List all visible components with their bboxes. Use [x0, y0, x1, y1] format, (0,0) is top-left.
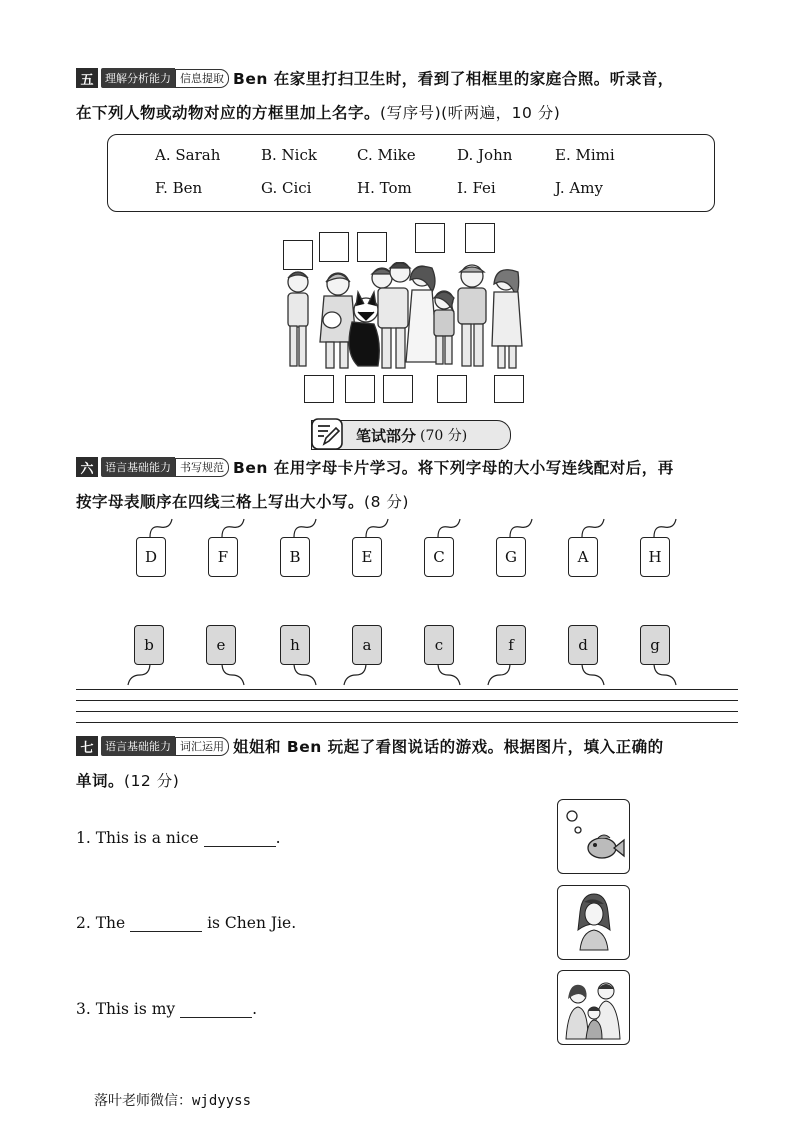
question-2 — [76, 913, 296, 932]
uppercase-card[interactable]: G — [496, 537, 526, 577]
name-option: B. Nick — [261, 146, 317, 164]
section-7-instruction-line1: 姐姐和 Ben 玩起了看图说话的游戏。根据图片，填入正确的 — [233, 738, 664, 756]
section-7-header — [76, 735, 664, 757]
name-option: J. Amy — [555, 179, 603, 197]
answer-box[interactable] — [319, 232, 349, 262]
name-option: F. Ben — [155, 179, 203, 197]
question-text: 3. This is my — [76, 1000, 176, 1018]
lowercase-card[interactable]: c — [424, 625, 454, 665]
uppercase-card[interactable]: C — [424, 537, 454, 577]
uppercase-card[interactable]: A — [568, 537, 598, 577]
family-photo-illustration — [282, 262, 527, 374]
section-5-instruction-line2 — [76, 101, 560, 123]
answer-box[interactable] — [415, 223, 445, 253]
answer-box[interactable] — [437, 375, 467, 403]
instruction-note: (12 分) — [124, 772, 180, 790]
written-test-banner — [311, 420, 511, 450]
section-6-instruction-line1: Ben 在用字母卡片学习。将下列字母的大小写连线配对后，再 — [233, 459, 674, 477]
section-5-instruction-line1: Ben 在家里打扫卫生时，看到了相框里的家庭合照。听录音， — [233, 70, 674, 88]
pencil-note-icon — [310, 417, 344, 451]
section-7-instruction-line2 — [76, 769, 179, 791]
answer-box[interactable] — [494, 375, 524, 403]
name-option: E. Mimi — [555, 146, 615, 164]
ability-tag: 理解分析能力 — [101, 68, 175, 88]
name-option: D. John — [457, 146, 513, 164]
instruction-text: 单词。 — [76, 772, 125, 790]
uppercase-card[interactable]: F — [208, 537, 238, 577]
girl-icon — [558, 886, 629, 959]
section-5-header — [76, 67, 674, 89]
lowercase-card[interactable]: h — [280, 625, 310, 665]
family-picture — [557, 970, 630, 1045]
question-text-end: . — [252, 1000, 258, 1018]
skill-tag: 信息提取 — [175, 69, 229, 88]
lowercase-card[interactable]: g — [640, 625, 670, 665]
answer-box[interactable] — [345, 375, 375, 403]
name-option: H. Tom — [357, 179, 412, 197]
answer-blank[interactable] — [204, 828, 276, 847]
writing-line — [76, 700, 738, 701]
footer-id: wjdyyss — [192, 1093, 252, 1109]
lowercase-card[interactable]: a — [352, 625, 382, 665]
section-number: 五 — [76, 68, 98, 88]
uppercase-card[interactable]: B — [280, 537, 310, 577]
question-1 — [76, 828, 281, 847]
answer-blank[interactable] — [130, 913, 202, 932]
answer-box[interactable] — [383, 375, 413, 403]
question-text: 1. This is a nice — [76, 829, 199, 847]
skill-tag: 书写规范 — [175, 458, 229, 477]
instruction-note: (写序号)(听两遍，10 分) — [380, 104, 561, 122]
family-icon — [558, 971, 629, 1044]
lowercase-card[interactable]: f — [496, 625, 526, 665]
skill-tag: 词汇运用 — [175, 737, 229, 756]
answer-blank[interactable] — [180, 999, 252, 1018]
name-option: G. Cici — [261, 179, 312, 197]
ability-tag: 语言基础能力 — [101, 736, 175, 756]
answer-box[interactable] — [465, 223, 495, 253]
fish-picture — [557, 799, 630, 874]
instruction-note: (8 分) — [364, 493, 409, 511]
name-option: I. Fei — [457, 179, 496, 197]
uppercase-card[interactable]: D — [136, 537, 166, 577]
writing-line — [76, 711, 738, 712]
footer-label: 落叶老师微信： — [94, 1093, 192, 1109]
answer-box[interactable] — [357, 232, 387, 262]
ability-tag: 语言基础能力 — [101, 457, 175, 477]
lowercase-card[interactable]: d — [568, 625, 598, 665]
fish-icon — [558, 800, 629, 873]
girl-picture — [557, 885, 630, 960]
banner-title: 笔试部分 — [356, 426, 417, 445]
instruction-text: 按字母表顺序在四线三格上写出大小写。 — [76, 493, 365, 511]
section-6-header — [76, 456, 674, 478]
question-text-end: . — [275, 829, 281, 847]
name-option: C. Mike — [357, 146, 416, 164]
uppercase-card[interactable]: E — [352, 537, 382, 577]
writing-line — [76, 689, 738, 690]
lowercase-card[interactable]: b — [134, 625, 164, 665]
answer-box[interactable] — [304, 375, 334, 403]
lowercase-card[interactable]: e — [206, 625, 236, 665]
question-3 — [76, 999, 257, 1018]
writing-line — [76, 722, 738, 723]
section-number: 七 — [76, 736, 98, 756]
name-option: A. Sarah — [155, 146, 221, 164]
section-6-instruction-line2 — [76, 490, 409, 512]
footer-contact — [94, 1090, 251, 1110]
question-text: 2. The — [76, 914, 126, 932]
uppercase-card[interactable]: H — [640, 537, 670, 577]
section-number: 六 — [76, 457, 98, 477]
instruction-text: 在下列人物或动物对应的方框里加上名字。 — [76, 104, 381, 122]
banner-points: (70 分) — [420, 428, 468, 444]
card-strings — [0, 515, 793, 690]
question-text-end: is Chen Jie. — [207, 914, 297, 932]
